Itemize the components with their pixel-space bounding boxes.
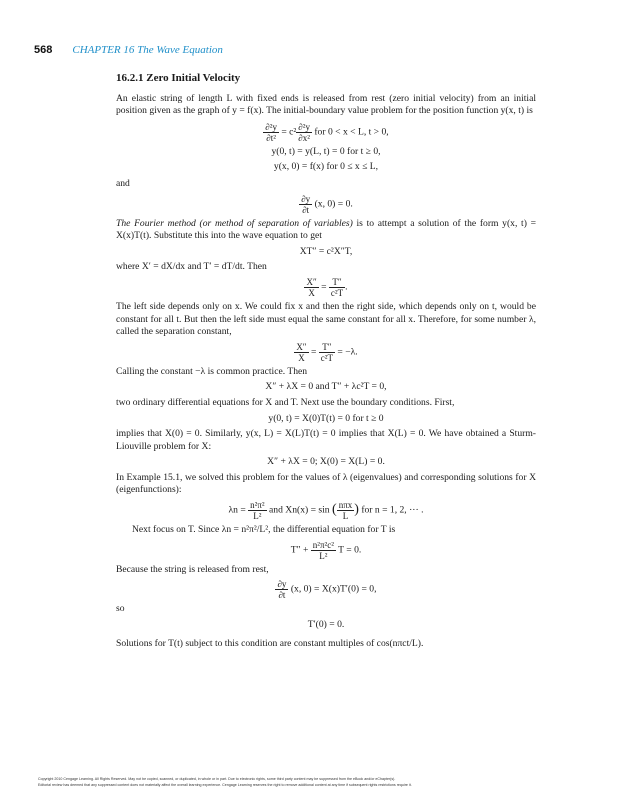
paragraph-eigen: In Example 15.1, we solved this problem for the values of λ (eigenvalues) and corresponding solutions for X (eigenfunctions): bbox=[116, 471, 536, 496]
paragraph-sturm: implies that X(0) = 0. Similarly, y(x, L) = X(L)T(t) = 0 implies that X(L) = 0. We have obtained a Sturm-Liouville problem for X: bbox=[116, 428, 536, 452]
paragraph-derivatives: where X′ = dX/dx and T′ = dT/dt. Then bbox=[116, 261, 267, 273]
initial-velocity-equation: $\frac{\partial y}{\partial t}$ (x, 0) = 0. bbox=[301, 193, 353, 215]
ode-pair: X″ + λX = 0 and T″ + λc²T = 0, bbox=[265, 381, 387, 393]
eigen-equation: λn = $\frac{\text{n²π²}}{\text{L²}}$ and Xn(x) = sin ( $\frac{\text{nπx}}{L}$ ) for n = 1, 2, ··· . bbox=[228, 500, 424, 522]
initial-position: y(x, 0) = f(x) for 0 ≤ x ≤ L, bbox=[273, 161, 379, 173]
and-text: and bbox=[116, 177, 130, 189]
page-number: 568 bbox=[34, 44, 53, 56]
paragraph-constant: Calling the constant −λ is common practice. Then bbox=[116, 365, 308, 377]
chapter-title: CHAPTER 16 The Wave Equation bbox=[72, 44, 223, 56]
rest-equation: $\frac{\partial y}{\partial t}$ (x, 0) = X(x)T′(0) = 0, bbox=[277, 579, 377, 601]
separated-equation: XT″ = c²X″T, bbox=[299, 245, 353, 257]
section-title: 16.2.1 Zero Initial Velocity bbox=[116, 72, 241, 84]
paragraph-intro: An elastic string of length L with fixed ends is released from rest (zero initial velocity) from an initial position given as the graph of y = f(x). The initial-boundary value problem for the position function y(x, t) is bbox=[116, 92, 536, 117]
wave-equation-domain: for 0 < x < L, t > 0, bbox=[314, 126, 389, 138]
t-equation: T″ + $\frac{\text{n²π²c²}}{\text{L²}}$ T = 0. bbox=[290, 539, 362, 561]
page-body bbox=[116, 72, 536, 651]
equation-system bbox=[116, 122, 536, 174]
paragraph-fourier: The Fourier method (or method of separation of variables) is to attempt a solution of the form y(x, t) = X(x)T(t). Substitute this into the wave equation to get bbox=[116, 217, 536, 242]
wave-equation: $\frac{\text{∂²y}}{\text{∂t²}}$ = c² $\frac{\text{∂²y}}{\text{∂x²}}$ for 0 < x < L, t > 0, bbox=[265, 121, 389, 143]
paragraph-rest: Because the string is released from rest, bbox=[116, 563, 269, 575]
boundary-condition: y(0, t) = y(L, t) = 0 for t ≥ 0, bbox=[271, 145, 381, 157]
copyright-line-1: Copyright 2010 Cengage Learning. All Rights Reserved. May not be copied, scanned, or duplicated, in whole or in part. Due to electronic rights, some third party content may be suppressed from the eBook and/or eChapter(s). bbox=[38, 777, 396, 781]
paragraph-solutions: Solutions for T(t) subject to this condition are constant multiples of cos(nπct/L). bbox=[116, 638, 424, 650]
paragraph-separation: The left side depends only on x. We could fix x and then the right side, which depends only on t, would be constant for all t. But then the left side must equal the same constant for all x. Therefore, for some number λ, called the separation constant, bbox=[116, 300, 536, 338]
copyright-line-2: Editorial review has deemed that any suppressed content does not materially affect the overall learning experience. Cengage Learning reserves the right to remove additional content at any time if subsequent rights restrictions require it. bbox=[38, 783, 412, 787]
sturm-liouville-problem: X″ + λX = 0; X(0) = X(L) = 0. bbox=[267, 456, 385, 468]
paragraph-focus-t: Next focus on T. Since λn = n²π²/L², the differential equation for T is bbox=[132, 524, 396, 536]
boundary-x0: y(0, t) = X(0)T(t) = 0 for t ≥ 0 bbox=[268, 412, 384, 424]
separation-constant-equation: $\frac{X''}{X}$ = $\frac{T''}{\text{c²T}}$ = −λ. bbox=[296, 341, 358, 363]
t-prime-condition: T′(0) = 0. bbox=[307, 618, 345, 630]
ratio-equation: $\frac{X''}{X}$ = $\frac{T''}{\text{c²T}}$ . bbox=[306, 276, 348, 298]
copyright-footer bbox=[38, 776, 584, 788]
paragraph-boundary: two ordinary differential equations for X and T. Next use the boundary conditions. First, bbox=[116, 396, 455, 408]
so-text: so bbox=[116, 603, 125, 615]
page-header bbox=[34, 40, 223, 60]
